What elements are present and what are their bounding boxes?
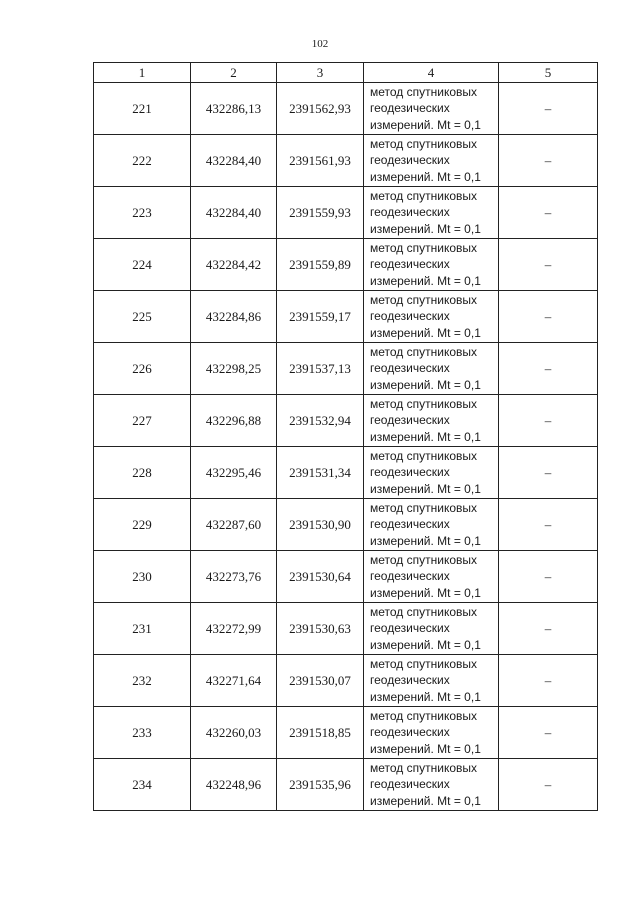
- header-row: [94, 63, 598, 83]
- table-row: [94, 135, 598, 187]
- point-number-cell: 229: [94, 499, 191, 551]
- x-coordinate-cell: 432298,25: [191, 343, 277, 395]
- note-cell: –: [499, 135, 598, 187]
- y-coordinate-cell: 2391537,13: [277, 343, 364, 395]
- x-coordinate-cell: 432286,13: [191, 83, 277, 135]
- point-number-cell: 224: [94, 239, 191, 291]
- header-cell-5: 5: [499, 63, 598, 83]
- point-number-cell: 230: [94, 551, 191, 603]
- y-coordinate-cell: 2391531,34: [277, 447, 364, 499]
- point-number-cell: 228: [94, 447, 191, 499]
- coordinates-table: [93, 62, 598, 811]
- method-cell: метод спутниковых геодезических измерений. Mt = 0,1: [364, 291, 499, 343]
- method-cell: метод спутниковых геодезических измерений. Mt = 0,1: [364, 603, 499, 655]
- x-coordinate-cell: 432273,76: [191, 551, 277, 603]
- table-row: [94, 655, 598, 707]
- table-row: [94, 239, 598, 291]
- y-coordinate-cell: 2391559,17: [277, 291, 364, 343]
- header-cell-4: 4: [364, 63, 499, 83]
- x-coordinate-cell: 432284,42: [191, 239, 277, 291]
- method-cell: метод спутниковых геодезических измерений. Mt = 0,1: [364, 135, 499, 187]
- note-cell: –: [499, 291, 598, 343]
- method-cell: метод спутниковых геодезических измерений. Mt = 0,1: [364, 655, 499, 707]
- point-number-cell: 223: [94, 187, 191, 239]
- y-coordinate-cell: 2391530,90: [277, 499, 364, 551]
- header-cell-2: 2: [191, 63, 277, 83]
- note-cell: –: [499, 499, 598, 551]
- method-cell: метод спутниковых геодезических измерений. Mt = 0,1: [364, 395, 499, 447]
- y-coordinate-cell: 2391535,96: [277, 759, 364, 811]
- point-number-cell: 233: [94, 707, 191, 759]
- table-row: [94, 395, 598, 447]
- y-coordinate-cell: 2391518,85: [277, 707, 364, 759]
- method-cell: метод спутниковых геодезических измерений. Mt = 0,1: [364, 551, 499, 603]
- table-row: [94, 291, 598, 343]
- page-number: 102: [311, 38, 329, 50]
- point-number-cell: 225: [94, 291, 191, 343]
- point-number-cell: 231: [94, 603, 191, 655]
- y-coordinate-cell: 2391562,93: [277, 83, 364, 135]
- y-coordinate-cell: 2391559,93: [277, 187, 364, 239]
- x-coordinate-cell: 432287,60: [191, 499, 277, 551]
- x-coordinate-cell: 432272,99: [191, 603, 277, 655]
- method-cell: метод спутниковых геодезических измерений. Mt = 0,1: [364, 707, 499, 759]
- point-number-cell: 221: [94, 83, 191, 135]
- note-cell: –: [499, 447, 598, 499]
- table-body: [94, 83, 598, 811]
- y-coordinate-cell: 2391530,63: [277, 603, 364, 655]
- x-coordinate-cell: 432284,40: [191, 187, 277, 239]
- x-coordinate-cell: 432260,03: [191, 707, 277, 759]
- point-number-cell: 227: [94, 395, 191, 447]
- table-row: [94, 343, 598, 395]
- note-cell: –: [499, 395, 598, 447]
- header-cell-3: 3: [277, 63, 364, 83]
- method-cell: метод спутниковых геодезических измерений. Mt = 0,1: [364, 759, 499, 811]
- point-number-cell: 234: [94, 759, 191, 811]
- y-coordinate-cell: 2391561,93: [277, 135, 364, 187]
- point-number-cell: 226: [94, 343, 191, 395]
- y-coordinate-cell: 2391532,94: [277, 395, 364, 447]
- note-cell: –: [499, 551, 598, 603]
- table-row: [94, 603, 598, 655]
- note-cell: –: [499, 707, 598, 759]
- table-row: [94, 551, 598, 603]
- note-cell: –: [499, 655, 598, 707]
- y-coordinate-cell: 2391559,89: [277, 239, 364, 291]
- point-number-cell: 232: [94, 655, 191, 707]
- x-coordinate-cell: 432284,86: [191, 291, 277, 343]
- note-cell: –: [499, 343, 598, 395]
- method-cell: метод спутниковых геодезических измерений. Mt = 0,1: [364, 187, 499, 239]
- method-cell: метод спутниковых геодезических измерений. Mt = 0,1: [364, 83, 499, 135]
- y-coordinate-cell: 2391530,64: [277, 551, 364, 603]
- y-coordinate-cell: 2391530,07: [277, 655, 364, 707]
- note-cell: –: [499, 759, 598, 811]
- table-row: [94, 447, 598, 499]
- table-row: [94, 499, 598, 551]
- note-cell: –: [499, 83, 598, 135]
- method-cell: метод спутниковых геодезических измерений. Mt = 0,1: [364, 239, 499, 291]
- point-number-cell: 222: [94, 135, 191, 187]
- method-cell: метод спутниковых геодезических измерений. Mt = 0,1: [364, 447, 499, 499]
- method-cell: метод спутниковых геодезических измерений. Mt = 0,1: [364, 343, 499, 395]
- x-coordinate-cell: 432296,88: [191, 395, 277, 447]
- x-coordinate-cell: 432271,64: [191, 655, 277, 707]
- table-row: [94, 187, 598, 239]
- method-cell: метод спутниковых геодезических измерений. Mt = 0,1: [364, 499, 499, 551]
- header-cell-1: 1: [94, 63, 191, 83]
- x-coordinate-cell: 432295,46: [191, 447, 277, 499]
- note-cell: –: [499, 187, 598, 239]
- table-row: [94, 83, 598, 135]
- x-coordinate-cell: 432284,40: [191, 135, 277, 187]
- table-row: [94, 759, 598, 811]
- table-row: [94, 707, 598, 759]
- note-cell: –: [499, 603, 598, 655]
- note-cell: –: [499, 239, 598, 291]
- x-coordinate-cell: 432248,96: [191, 759, 277, 811]
